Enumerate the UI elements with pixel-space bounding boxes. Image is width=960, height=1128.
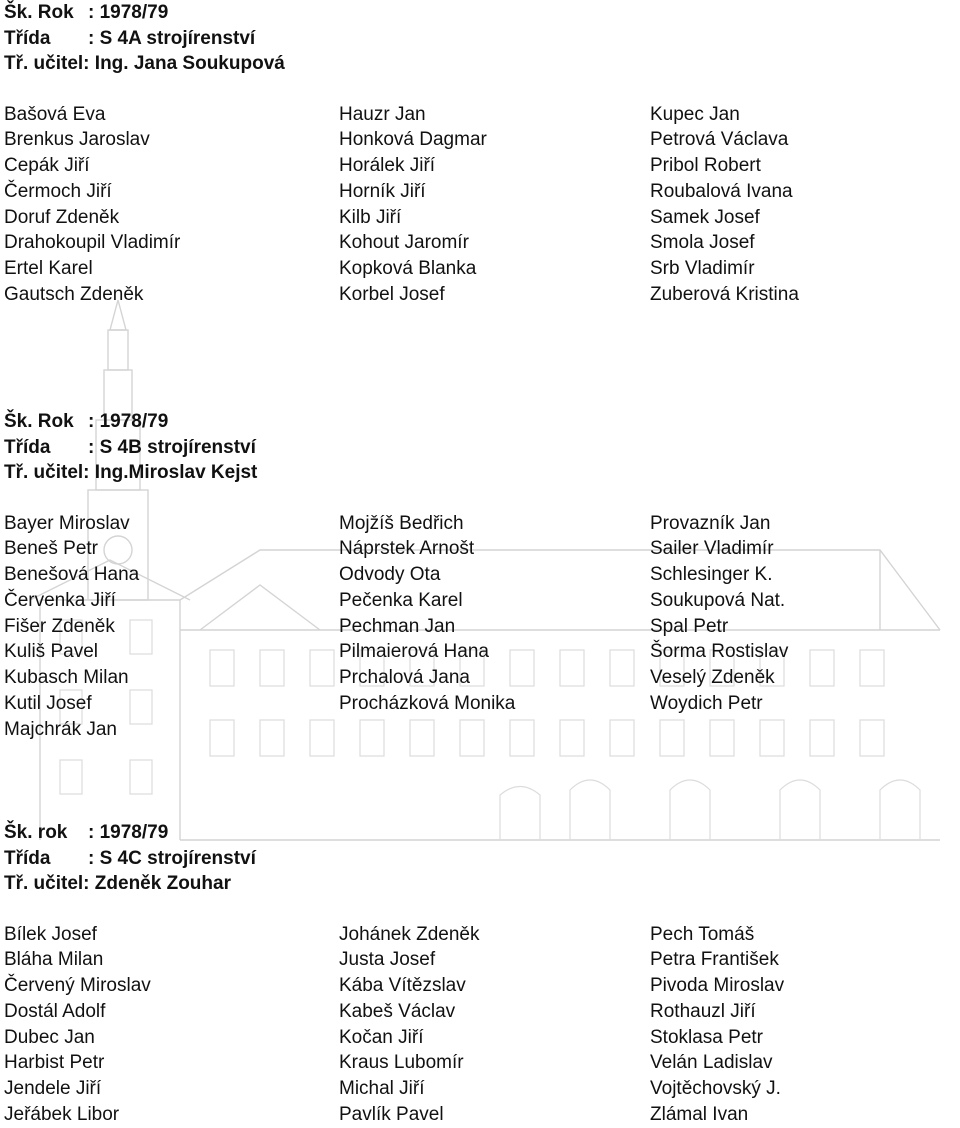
class-line bbox=[4, 846, 954, 872]
class-section-4a bbox=[4, 0, 954, 306]
student-name: Horálek Jiří bbox=[339, 155, 436, 177]
class-label: Třída bbox=[4, 27, 51, 49]
student-name: Kabeš Václav bbox=[339, 1000, 456, 1022]
class-section-4b bbox=[4, 409, 954, 740]
student-column-3 bbox=[650, 922, 784, 1128]
student-column-2 bbox=[339, 511, 515, 717]
student-name: Harbist Petr bbox=[4, 1052, 105, 1074]
student-name: Fišer Zdeněk bbox=[4, 615, 115, 637]
student-name: Pilmaierová Hana bbox=[339, 641, 489, 663]
class-label: Třída bbox=[4, 847, 51, 869]
student-name: Pechman Jan bbox=[339, 615, 456, 637]
student-column-1 bbox=[4, 511, 139, 743]
student-name: Kuliš Pavel bbox=[4, 641, 98, 663]
student-name: Sailer Vladimír bbox=[650, 538, 774, 560]
student-name: Kohout Jaromír bbox=[339, 232, 469, 254]
student-name: Pribol Robert bbox=[650, 155, 761, 177]
student-column-1 bbox=[4, 102, 180, 308]
student-name: Petrová Václava bbox=[650, 129, 789, 151]
student-name: Samek Josef bbox=[650, 206, 760, 228]
student-name: Benešová Hana bbox=[4, 564, 140, 586]
student-name: Pech Tomáš bbox=[650, 923, 755, 945]
student-name: Drahokoupil Vladimír bbox=[4, 232, 181, 254]
class-value: : S 4C strojírenství bbox=[88, 847, 256, 869]
student-column-2 bbox=[339, 102, 487, 308]
student-name: Kočan Jiří bbox=[339, 1026, 424, 1048]
student-name: Dostál Adolf bbox=[4, 1000, 106, 1022]
school-year-label: Šk. rok bbox=[4, 822, 68, 843]
school-year-label: Šk. Rok bbox=[4, 2, 74, 23]
student-name: Bláha Milan bbox=[4, 949, 104, 971]
student-name: Pivoda Miroslav bbox=[650, 975, 785, 997]
class-section-4c bbox=[4, 820, 954, 1126]
student-name: Kubasch Milan bbox=[4, 667, 129, 689]
student-name: Procházková Monika bbox=[339, 693, 516, 715]
student-name: Michal Jiří bbox=[339, 1078, 425, 1100]
student-name: Veselý Zdeněk bbox=[650, 667, 775, 689]
student-name: Smola Josef bbox=[650, 232, 755, 254]
student-name: Čermoch Jiří bbox=[4, 180, 112, 202]
class-teacher-line: Tř. učitel: Ing.Miroslav Kejst bbox=[4, 462, 258, 483]
student-name: Prchalová Jana bbox=[339, 667, 470, 689]
student-name: Zlámal Ivan bbox=[650, 1104, 749, 1126]
student-name: Červený Miroslav bbox=[4, 975, 151, 997]
student-name: Kilb Jiří bbox=[339, 206, 402, 228]
student-name: Jendele Jiří bbox=[4, 1078, 102, 1100]
school-year-value: : 1978/79 bbox=[88, 411, 169, 432]
student-name: Honková Dagmar bbox=[339, 129, 487, 151]
student-name: Bílek Josef bbox=[4, 923, 97, 945]
student-name: Horník Jiří bbox=[339, 180, 426, 202]
student-column-1 bbox=[4, 922, 151, 1128]
student-column-2 bbox=[339, 922, 480, 1128]
student-column-3 bbox=[650, 511, 788, 717]
student-name: Mojžíš Bedřich bbox=[339, 512, 464, 534]
student-name: Korbel Josef bbox=[339, 284, 445, 306]
student-name: Náprstek Arnošt bbox=[339, 538, 475, 560]
school-year-line bbox=[4, 0, 954, 26]
student-name: Bayer Miroslav bbox=[4, 512, 130, 534]
student-name: Vojtěchovský J. bbox=[650, 1078, 781, 1100]
student-name: Jeřábek Libor bbox=[4, 1104, 120, 1126]
student-name: Kutil Josef bbox=[4, 693, 92, 715]
student-name: Gautsch Zdeněk bbox=[4, 284, 144, 306]
student-name: Bašová Eva bbox=[4, 103, 106, 125]
class-line bbox=[4, 26, 954, 52]
student-name: Zuberová Kristina bbox=[650, 284, 799, 306]
student-name: Cepák Jiří bbox=[4, 155, 90, 177]
student-name: Kopková Blanka bbox=[339, 258, 477, 280]
student-name: Brenkus Jaroslav bbox=[4, 129, 150, 151]
school-year-label: Šk. Rok bbox=[4, 411, 74, 432]
student-name: Doruf Zdeněk bbox=[4, 206, 120, 228]
student-column-3 bbox=[650, 102, 799, 308]
student-name: Odvody Ota bbox=[339, 564, 441, 586]
student-name: Majchrák Jan bbox=[4, 718, 117, 740]
student-name: Velán Ladislav bbox=[650, 1052, 773, 1074]
class-value: : S 4A strojírenství bbox=[88, 27, 256, 49]
student-name: Kába Vítězslav bbox=[339, 975, 466, 997]
class-teacher-line: Tř. učitel: Zdeněk Zouhar bbox=[4, 873, 231, 894]
student-name: Ertel Karel bbox=[4, 258, 93, 280]
class-line bbox=[4, 435, 954, 461]
student-name: Kupec Jan bbox=[650, 103, 740, 125]
class-teacher-line: Tř. učitel: Ing. Jana Soukupová bbox=[4, 53, 285, 74]
student-name: Johánek Zdeněk bbox=[339, 923, 480, 945]
student-name: Petra František bbox=[650, 949, 779, 971]
student-name: Stoklasa Petr bbox=[650, 1026, 763, 1048]
student-name: Beneš Petr bbox=[4, 538, 98, 560]
student-name: Srb Vladimír bbox=[650, 258, 755, 280]
class-label: Třída bbox=[4, 436, 51, 458]
student-name: Soukupová Nat. bbox=[650, 589, 786, 611]
student-name: Justa Josef bbox=[339, 949, 436, 971]
student-name: Červenka Jiří bbox=[4, 589, 116, 611]
student-name: Kraus Lubomír bbox=[339, 1052, 464, 1074]
student-name: Spal Petr bbox=[650, 615, 729, 637]
student-name: Schlesinger K. bbox=[650, 564, 773, 586]
class-value: : S 4B strojírenství bbox=[88, 436, 256, 458]
student-name: Pavlík Pavel bbox=[339, 1104, 444, 1126]
student-name: Pečenka Karel bbox=[339, 589, 463, 611]
student-name: Provazník Jan bbox=[650, 512, 771, 534]
school-year-line bbox=[4, 409, 954, 435]
student-name: Rothauzl Jiří bbox=[650, 1000, 756, 1022]
student-name: Woydich Petr bbox=[650, 693, 763, 715]
school-year-line bbox=[4, 820, 954, 846]
student-name: Dubec Jan bbox=[4, 1026, 95, 1048]
student-name: Hauzr Jan bbox=[339, 103, 426, 125]
student-name: Roubalová Ivana bbox=[650, 180, 793, 202]
student-name: Šorma Rostislav bbox=[650, 641, 789, 663]
school-year-value: : 1978/79 bbox=[88, 2, 169, 23]
school-year-value: : 1978/79 bbox=[88, 822, 169, 843]
